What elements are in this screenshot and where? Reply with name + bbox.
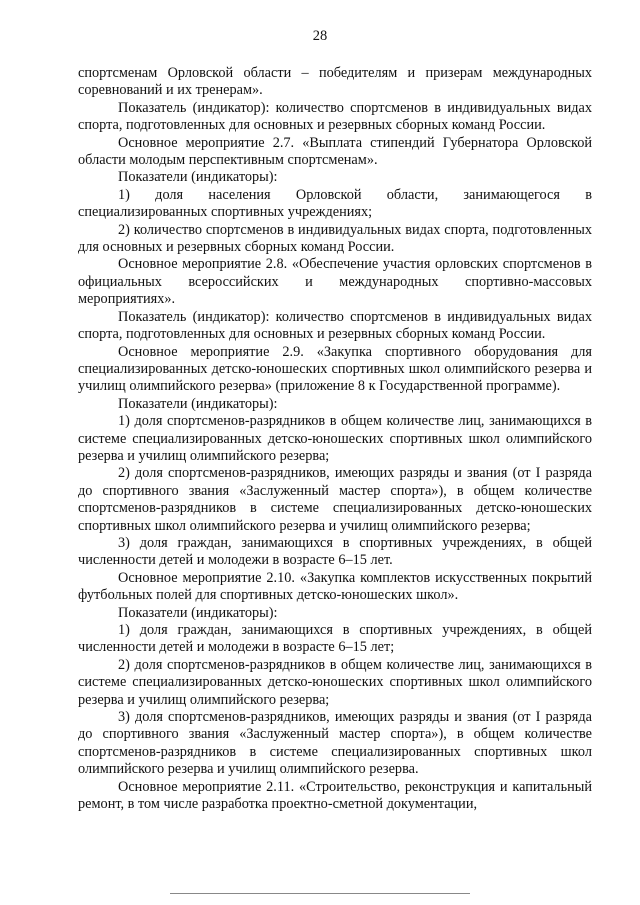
paragraph: Основное мероприятие 2.11. «Строительство, реконструкция и капитальный ремонт, в том числе разработка проектно-сметной документации, xyxy=(78,778,592,813)
paragraph: Основное мероприятие 2.9. «Закупка спортивного оборудования для специализированных детско-юношеских спортивных школ олимпийского резерва и училищ олимпийского резерва» (приложение 8 к Государственной программе). xyxy=(78,343,592,395)
paragraph: Показатель (индикатор): количество спортсменов в индивидуальных видах спорта, подготовленных для основных и резервных сборных команд России. xyxy=(78,99,592,134)
paragraph: 2) количество спортсменов в индивидуальных видах спорта, подготовленных для основных и резервных сборных команд России. xyxy=(78,221,592,256)
paragraph: Основное мероприятие 2.10. «Закупка комплектов искусственных покрытий футбольных полей для спортивных детско-юношеских школ». xyxy=(78,569,592,604)
paragraph: спортсменам Орловской области – победителям и призерам международных соревнований и их тренерам». xyxy=(78,65,592,99)
paragraph: 1) доля граждан, занимающихся в спортивных учреждениях, в общей численности детей и молодежи в возрасте 6–15 лет; xyxy=(78,622,592,656)
paragraph: 2) доля спортсменов-разрядников в общем количестве лиц, занимающихся в системе специализированных детско-юношеских спортивных школ олимпийского резерва и училищ олимпийского резерва; xyxy=(78,656,592,708)
paragraph: Показатели (индикаторы): xyxy=(118,395,278,412)
paragraph: Основное мероприятие 2.7. «Выплата стипендий Губернатора Орловской области молодым перспективным спортсменам». xyxy=(78,134,592,169)
paragraph: Показатели (индикаторы): xyxy=(118,604,278,621)
paragraph: 3) доля граждан, занимающихся в спортивных учреждениях, в общей численности детей и молодежи в возрасте 6–15 лет. xyxy=(78,534,592,569)
paragraph: Основное мероприятие 2.8. «Обеспечение участия орловских спортсменов в официальных всероссийских и международных спортивно-массовых мероприятиях». xyxy=(78,256,592,308)
paragraph: 1) доля спортсменов-разрядников в общем количестве лиц, занимающихся в системе специализированных детско-юношеских спортивных школ олимпийского резерва и училищ олимпийского резерва; xyxy=(78,413,592,464)
page-number: 28 xyxy=(312,28,328,44)
document-body xyxy=(78,65,592,813)
paragraph: 1) доля населения Орловской области, занимающегося в специализированных спортивных учреждениях; xyxy=(78,186,592,221)
paragraph: Показатель (индикатор): количество спортсменов в индивидуальных видах спорта, подготовленных для основных и резервных сборных команд России. xyxy=(78,308,592,343)
paragraph: 3) доля спортсменов-разрядников, имеющих разряды и звания (от I разряда до спортивного звания «Заслуженный мастер спорта»), в общем количестве спортсменов-разрядников в системе специализированных спортивных школ олимпийского резерва и училищ олимпийского резерва. xyxy=(78,709,592,778)
paragraph: Показатели (индикаторы): xyxy=(118,169,278,186)
paragraph: 2) доля спортсменов-разрядников, имеющих разряды и звания (от I разряда до спортивного звания «Заслуженный мастер спорта»), в общем количестве спортсменов-разрядников в системе специализированных детско-юношеских спортивных школ олимпийского резерва и училищ олимпийского резерва; xyxy=(78,465,592,534)
scan-edge-line xyxy=(170,893,470,894)
